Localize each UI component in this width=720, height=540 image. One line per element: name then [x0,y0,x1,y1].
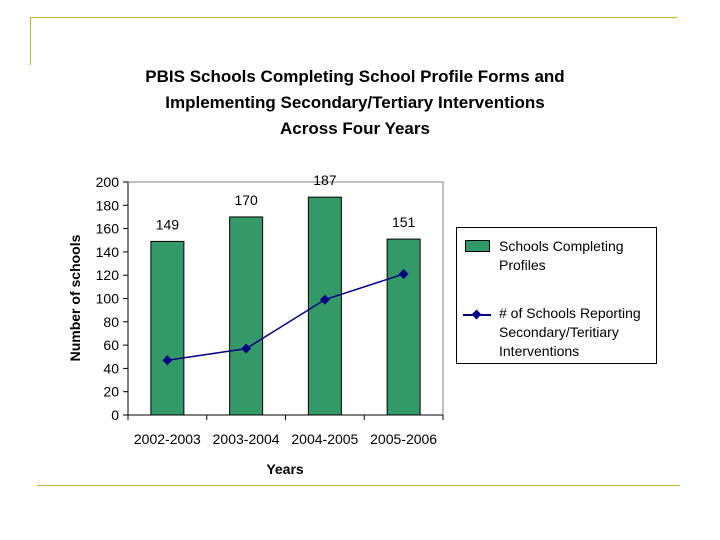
y-tick-label: 80 [103,313,119,330]
y-tick-label: 60 [103,337,119,354]
x-tick-label: 2002-2003 [133,431,201,447]
y-tick-label: 200 [95,174,119,190]
x-tick-label: 2005-2006 [370,431,438,447]
legend-bar-label [499,237,624,275]
bar-data-label: 187 [313,172,337,189]
chart-title-line-3: Across Four Years [280,119,430,138]
legend-line-label-line-3: Interventions [499,343,580,359]
bar [230,217,263,415]
y-tick-label: 160 [95,220,119,237]
bar-data-labels [156,172,416,232]
bar [151,241,184,415]
y-tick-label: 140 [95,243,119,260]
bar-data-label: 151 [391,214,416,231]
legend-bar-label-line-2: Profiles [499,257,546,273]
bar-data-label: 149 [155,216,180,233]
x-tick-label: 2003-2004 [212,431,280,447]
chart-legend [456,227,657,364]
y-tick-label: 20 [103,383,119,400]
line-path [167,274,403,360]
legend-bar-label-line-1: Schools Completing [499,238,624,254]
chart-title-line-1: PBIS Schools Completing School Profile Forms and [145,67,565,86]
bar [387,239,420,415]
chart-title-line-2: Implementing Secondary/Tertiary Interventions [165,93,545,112]
y-axis-label: Number of schools [67,234,83,362]
y-tick-label: 120 [95,267,119,284]
y-tick-label: 40 [103,360,119,377]
line-series [162,269,408,365]
legend-bar-swatch [465,240,490,252]
x-axis-label: Years [266,461,304,477]
y-tick-label: 0 [111,407,119,423]
bar-data-label: 170 [234,191,258,208]
x-tick-label: 2004-2005 [291,431,359,447]
legend-diamond-marker-icon [472,310,482,320]
bar-series [151,197,420,415]
y-tick-label: 100 [95,290,119,307]
legend-line-label-line-2: Secondary/Teritiary [499,324,619,340]
legend-line-label-line-1: # of Schools Reporting [499,305,641,321]
legend-line-label [499,304,641,361]
y-tick-label: 180 [95,197,119,214]
